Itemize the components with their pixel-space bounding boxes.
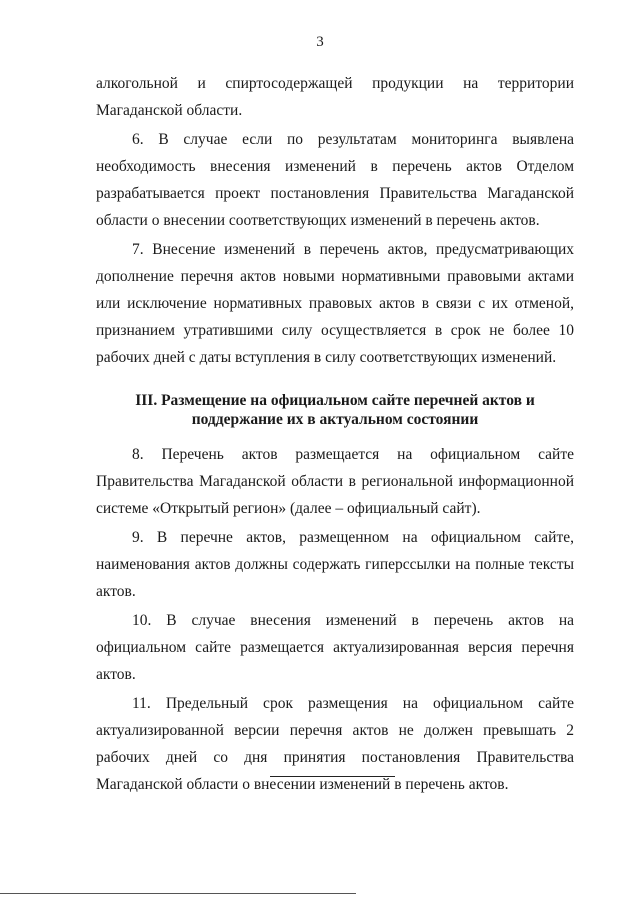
- section-heading: [96, 391, 574, 429]
- paragraph-8: 8. Перечень актов размещается на официальном сайте Правительства Магаданской области в региональной информационной системе «Открытый регион» (далее – официальный сайт).: [96, 446, 574, 517]
- paragraph-continuation: алкогольной и спиртосодержащей продукции на территории Магаданской области.: [96, 75, 574, 119]
- section-heading-line-2: поддержание их в актуальном состоянии: [191, 411, 479, 428]
- page-bottom-line: [0, 893, 356, 894]
- section-heading-line-1: III. Размещение на официальном сайте перечней актов и: [135, 392, 535, 409]
- page-number: 3: [316, 34, 324, 50]
- paragraph-6: 6. В случае если по результатам мониторинга выявлена необходимость внесения изменений в перечень актов Отделом разрабатывается проект постановления Правительства Магаданской области о внесении соответствующих изменений в перечень актов.: [96, 131, 574, 229]
- paragraph-7: 7. Внесение изменений в перечень актов, предусматривающих дополнение перечня актов новыми нормативными правовыми актами или исключение нормативных правовых актов в связи с их отменой, признанием утратившими силу осуществляется в срок не более 10 рабочих дней с даты вступления в силу соответствующих изменений.: [96, 241, 574, 366]
- paragraph-10: 10. В случае внесения изменений в перечень актов на официальном сайте размещается актуализированная версия перечня актов.: [96, 612, 574, 683]
- document-body: [96, 70, 574, 798]
- paragraph-9: 9. В перечне актов, размещенном на официальном сайте, наименования актов должны содержать гиперссылки на полные тексты актов.: [96, 529, 574, 600]
- end-of-document-rule: [270, 776, 395, 777]
- paragraph-11: 11. Предельный срок размещения на официальном сайте актуализированной версии перечня актов не должен превышать 2 рабочих дней со дня принятия постановления Правительства Магаданской области о внесении изменений в перечень актов.: [96, 695, 574, 793]
